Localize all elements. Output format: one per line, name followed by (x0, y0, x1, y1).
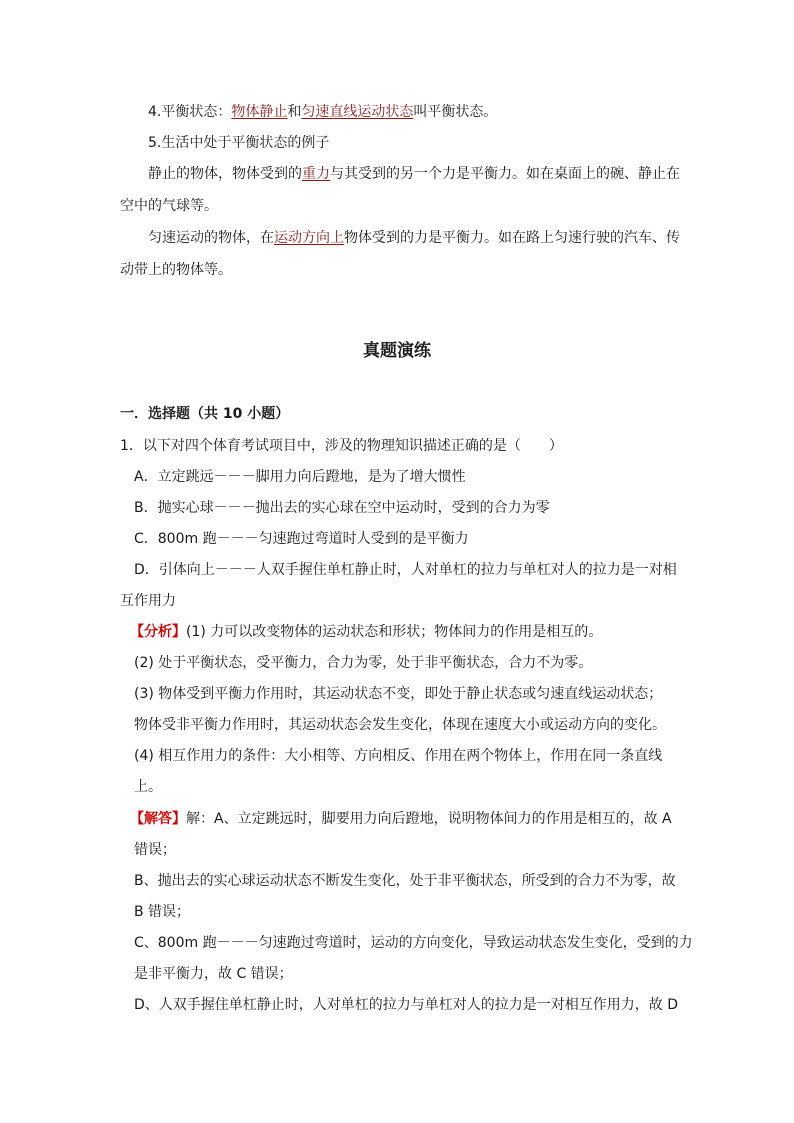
analysis-line-6: 上。 (134, 779, 162, 795)
intro-item-5: 5.生活中处于平衡状态的例子 (148, 135, 330, 151)
option-d: D．引体向上－－－人双手握住单杠静止时，人对单杠的拉力与单杠对人的拉力是一对相 (134, 562, 677, 578)
p2-text-b: 物体受到的力是平衡力。如在路上匀速行驶的汽车、传 (344, 230, 680, 246)
answer-text-1: 解：A、立定跳远时，脚要用力向后蹬地，说明物体间力的作用是相互的，故 A (186, 811, 672, 827)
p2-text-a: 匀速运动的物体，在 (148, 230, 274, 246)
answer-line-3: B、抛出去的实心球运动状态不断发生变化，处于非平衡状态，所受到的合力不为零，故 (134, 873, 676, 889)
answer-tag: 【解答】 (130, 811, 186, 827)
item4-prefix: 4.平衡状态： (148, 104, 232, 120)
item4-suffix: 叫平衡状态。 (413, 104, 498, 120)
item4-term-uniform-motion: 匀速直线运动状态 (301, 104, 414, 120)
intro-item-4 (148, 102, 497, 122)
item4-term-static: 物体静止 (231, 104, 288, 120)
option-b: B．抛实心球－－－抛出去的实心球在空中运动时，受到的合力为零 (134, 500, 550, 516)
analysis-text-1: (1) 力可以改变物体的运动状态和形状；物体间力的作用是相互的。 (186, 624, 603, 640)
p1-text-b: 与其受到的另一个力是平衡力。如在桌面上的碗、静止在 (330, 166, 680, 182)
answer-line-7: D、人双手握住单杠静止时，人对单杠的拉力与单杠对人的拉力是一对相互作用力，故 D (134, 997, 679, 1013)
intro-paragraph-2 (148, 228, 680, 248)
answer-line-1 (130, 809, 672, 829)
analysis-line-3: (3) 物体受到平衡力作用时，其运动状态不变，即处于静止状态或匀速直线运动状态； (134, 686, 663, 702)
answer-line-2: 错误； (134, 842, 176, 858)
option-c: C．800m 跑－－－匀速跑过弯道时人受到的是平衡力 (134, 531, 469, 547)
intro-paragraph-1 (148, 164, 680, 184)
intro-paragraph-2-line-2: 动带上的物体等。 (120, 262, 232, 278)
p2-term-direction: 运动方向上 (274, 230, 344, 246)
p1-term-gravity: 重力 (302, 166, 330, 182)
analysis-line-2: (2) 处于平衡状态，受平衡力，合力为零，处于非平衡状态，合力不为零。 (134, 655, 593, 671)
option-d-line-2: 互作用力 (120, 593, 176, 609)
analysis-line-5: (4) 相互作用力的条件：大小相等、方向相反、作用在两个物体上，作用在同一条直线 (134, 748, 663, 764)
answer-line-6: 是非平衡力，故 C 错误； (134, 966, 293, 982)
item4-mid: 和 (287, 104, 302, 120)
part-title: 一．选择题（共 10 小题） (120, 406, 290, 422)
question-stem: 1．以下对四个体育考试项目中，涉及的物理知识描述正确的是（ ） (120, 438, 563, 454)
option-a: A．立定跳远－－－脚用力向后蹬地，是为了增大惯性 (134, 469, 466, 485)
analysis-line-1 (130, 622, 602, 642)
answer-line-4: B 错误； (134, 904, 191, 920)
analysis-line-4: 物体受非平衡力作用时，其运动状态会发生变化，体现在速度大小或运动方向的变化。 (134, 717, 666, 733)
p1-text-a: 静止的物体，物体受到的 (148, 166, 302, 182)
analysis-tag: 【分析】 (130, 624, 186, 640)
intro-paragraph-1-line-2: 空中的气球等。 (120, 198, 218, 214)
section-title: 真题演练 (363, 341, 431, 361)
answer-line-5: C、800m 跑－－－匀速跑过弯道时，运动的方向变化，导致运动状态发生变化，受到的力 (134, 935, 693, 951)
